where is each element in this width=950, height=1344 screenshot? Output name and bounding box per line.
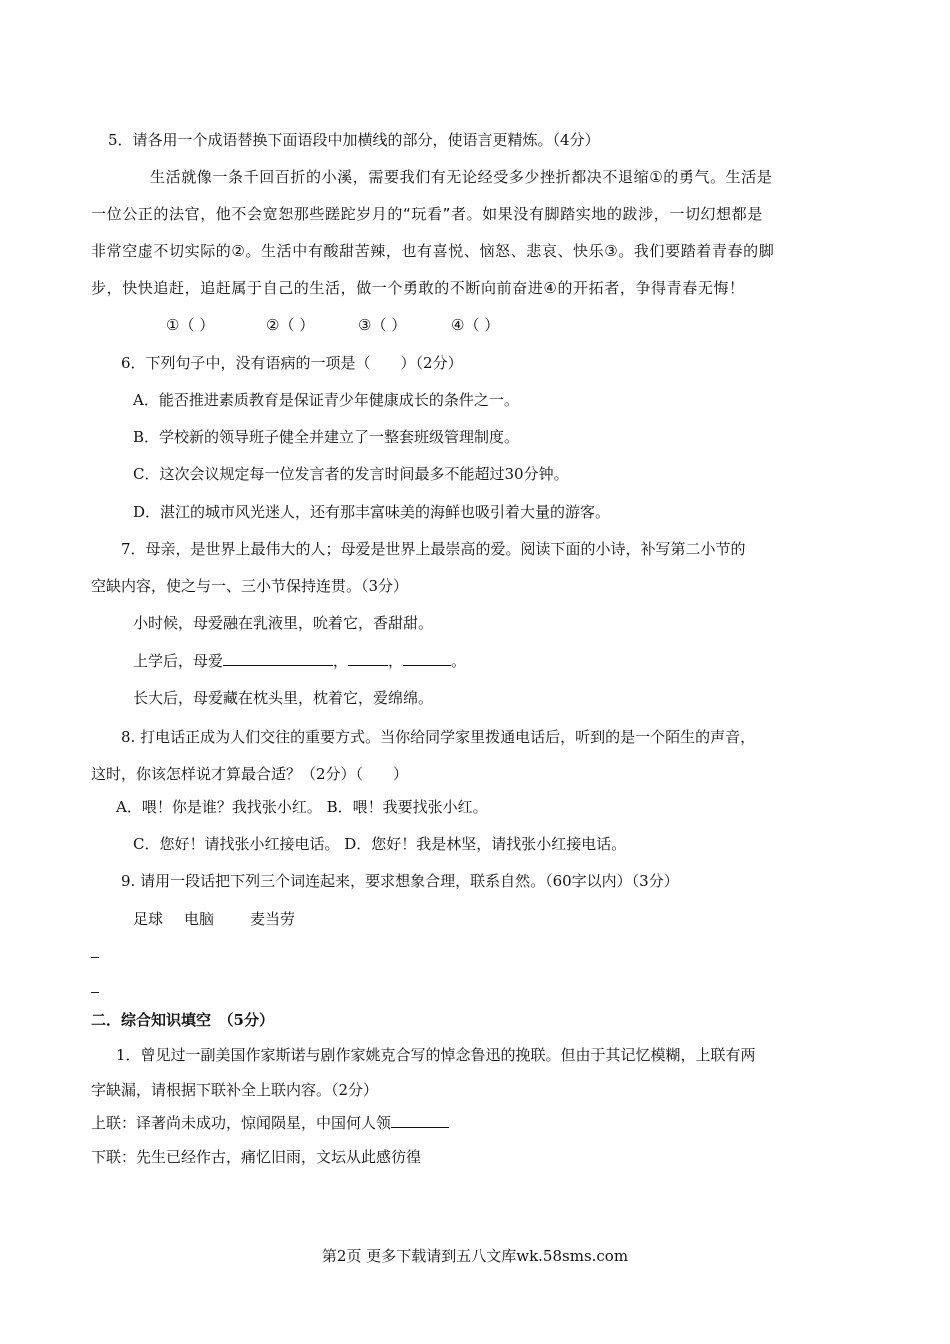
q5-passage-line-4: 步，快快追赶，追赶属于自己的生活，做一个勇敢的不断向前奋进④的开拓者，争得青春无悔！ — [91, 279, 745, 297]
q5-title: 5．请各用一个成语替换下面语段中加横线的部分，使语言更精炼。（4分） — [108, 131, 600, 149]
q5-answer-1: ①（ ） — [166, 316, 215, 334]
upper-couplet-text: 上联：译著尚未成功，惊闻陨星，中国何人领 — [91, 1114, 392, 1132]
q6-option-c: C．这次会议规定每一位发言者的发言时间最多不能超过30分钟。 — [133, 465, 569, 483]
q7-poem-2-prefix: 上学后，母爱 — [133, 652, 224, 670]
answer-line-mark-2 — [91, 992, 99, 993]
q5-passage-line-2: 一位公正的法官，他不会宽恕那些蹉跎岁月的“玩看”者。如果没有脚踏实地的跋涉，一切幻想都是 — [91, 205, 763, 223]
q5-passage-line-3: 非常空虚不切实际的②。生活中有酸甜苦辣，也有喜悦、恼怒、悲哀、快乐③。我们要踏着青春的脚 — [91, 242, 775, 260]
q6-option-d: D．湛江的城市风光迷人，还有那丰富味美的海鲜也吸引着大量的游客。 — [133, 503, 611, 521]
q5-passage-line-1: 生活就像一条千回百折的小溪，需要我们有无论经受多少挫折都决不退缩①的勇气。生活是 — [150, 168, 773, 186]
answer-line-mark-1 — [91, 957, 99, 958]
lower-couplet: 下联：先生已经作古，痛忆旧雨，文坛从此感彷徨 — [91, 1148, 422, 1166]
q7-title-line-1: 7．母亲，是世界上最伟大的人；母爱是世界上最崇高的爱。阅读下面的小诗，补写第二小节的 — [121, 540, 746, 558]
upper-couplet — [91, 1113, 449, 1133]
s2-q1-line-1: 1．曾见过一副美国作家斯诺与剧作家姚克合写的悼念鲁迅的挽联。但由于其记忆模糊，上联有两 — [116, 1046, 756, 1064]
q7-title-line-2: 空缺内容，使之与一、三小节保持连贯。（3分） — [91, 577, 409, 595]
q7-poem-2-sep-1: ， — [333, 652, 349, 670]
q5-answer-4: ④（ ） — [451, 316, 500, 334]
q5-answer-2: ②（ ） — [266, 316, 315, 334]
q7-blank-3[interactable] — [403, 651, 451, 666]
q7-blank-1[interactable] — [223, 651, 333, 666]
q8-title-line-2: 这时，你该怎样说才算最合适？（2分）（ ） — [91, 765, 409, 783]
s2-q1-line-2: 字缺漏，请根据下联补全上联内容。（2分） — [91, 1081, 379, 1099]
page-footer: 第2页 更多下载请到五八文库wk.58sms.com — [321, 1247, 629, 1265]
q8-options-cd: C．您好！请找张小红接电话。 D．您好！我是林坚，请找张小红接电话。 — [133, 835, 627, 853]
q5-answer-3: ③（ ） — [358, 316, 407, 334]
q7-poem-2-sep-2: ， — [388, 652, 404, 670]
section-2-heading: 二．综合知识填空 （5分） — [91, 1011, 274, 1029]
q8-title-line-1: 8. 打电话正成为人们交往的重要方式。当你给同学家里拨通电话后，听到的是一个陌生的声音， — [121, 728, 756, 746]
q9-word-3: 麦当劳 — [250, 910, 296, 928]
q7-poem-2-end: 。 — [451, 652, 467, 670]
q6-option-b: B．学校新的领导班子健全并建立了一整套班级管理制度。 — [133, 428, 520, 446]
q8-options-ab: A．喂！你是谁？我找张小红。 B．喂！我要找张小红。 — [116, 798, 488, 816]
q7-blank-2[interactable] — [348, 651, 388, 666]
q9-title: 9. 请用一段话把下列三个词连起来，要求想象合理，联系自然。（60字以内）（3分） — [121, 872, 679, 890]
q7-poem-stanza-2 — [133, 651, 466, 671]
q9-word-2: 电脑 — [184, 910, 215, 928]
q6-option-a: A．能否推进素质教育是保证青少年健康成长的条件之一。 — [133, 391, 519, 409]
upper-couplet-blank[interactable] — [391, 1113, 449, 1128]
q7-poem-stanza-1: 小时候，母爱融在乳液里，吮着它，香甜甜。 — [133, 614, 434, 632]
q6-title: 6．下列句子中，没有语病的一项是（ ）（2分） — [121, 354, 463, 372]
q9-word-1: 足球 — [133, 910, 164, 928]
q7-poem-stanza-3: 长大后，母爱藏在枕头里，枕着它，爱绵绵。 — [133, 689, 434, 707]
